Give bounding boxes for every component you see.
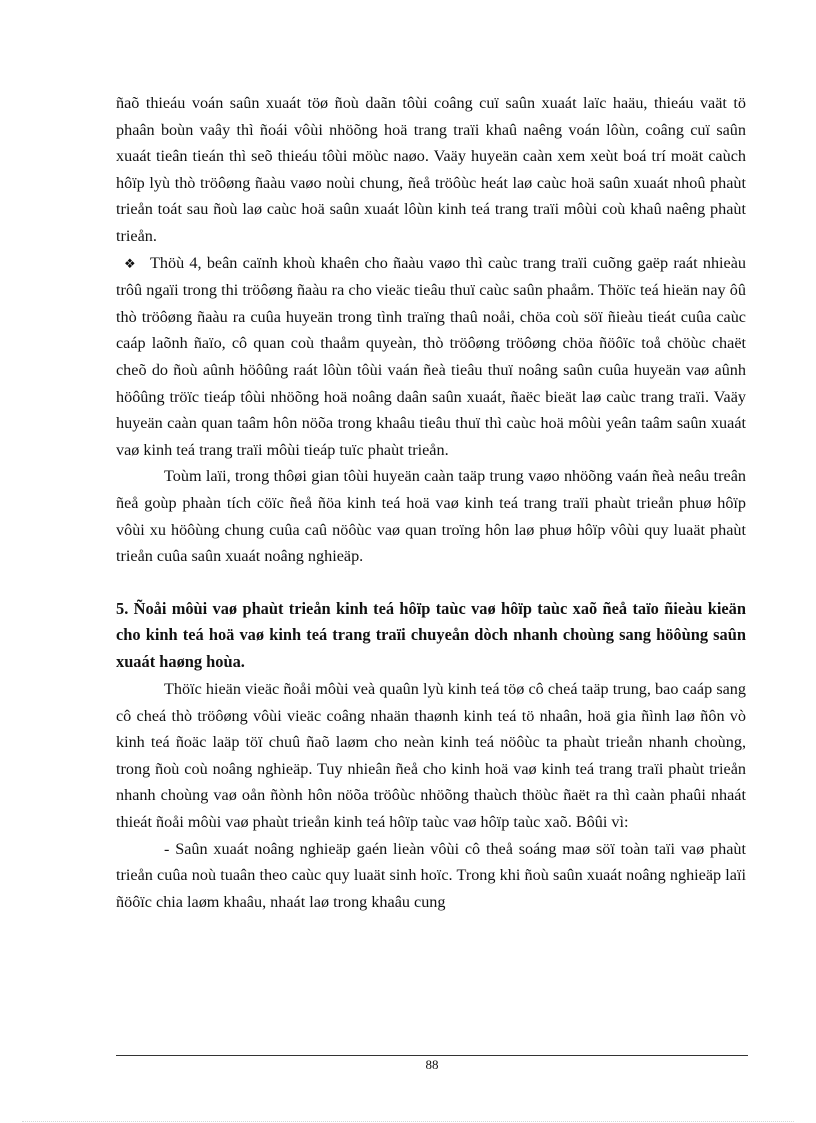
diamond-bullet-icon: ❖: [124, 255, 136, 271]
bullet-paragraph: [116, 250, 746, 464]
section-heading: 5. Ñoåi môùi vaø phaùt trieån kinh teá hôïp taùc vaø hôïp taùc xaõ ñeå taïo ñieàu kieän cho kinh teá hoä vaø kinh teá trang traïi chuyeån dòch nhanh choùng sang höôùng saûn xuaát haøng hoùa.: [116, 598, 746, 672]
summary-paragraph: Toùm laïi, trong thôøi gian tôùi huyeän caàn taäp trung vaøo nhöõng vaán ñeà neâu treân ñeå goùp phaàn tích cöïc ñeå ñöa kinh teá hoä vaø kinh teá trang traïi phaùt trieån phuø hôïp vôùi xu höôùng chung cuûa caû nöôùc vaø quan troïng hôn laø phuø hôïp vôùi quy luaät phaùt trieån cuûa saûn xuaát noâng nghieäp.: [116, 467, 746, 566]
page-number: 88: [425, 1057, 439, 1072]
paragraph-continued: ñaõ thieáu voán saûn xuaát töø ñoù daãn tôùi coâng cuï saûn xuaát laïc haäu, thieáu vaät tö phaân boùn vaây thì ñoái vôùi nhöõng hoä trang traïi khaû naêng voán lôùn, coâng cuï saûn xuaát tieân tieán thì seõ thieáu tôùi möùc naøo. Vaäy huyeän caàn xem xeùt boá trí moät caùch hôïp lyù thò tröôøng ñaàu vaøo noùi chung, ñeå tröôùc heát laø caùc hoä saûn xuaát nhoû phaùt trieån toát sau ñoù laø caùc hoä saûn xuaát lôùn kinh teá trang traïi môùi coù khaû naêng phaùt trieån.: [116, 94, 746, 245]
bullet-paragraph-text: Thöù 4, beân caïnh khoù khaên cho ñaàu vaøo thì caùc trang traïi cuõng gaëp raát nhieàu trôû ngaïi trong thi tröôøng ñaàu ra cho vieäc tieâu thuï caùc saûn phaåm. Thöïc teá hieän nay ôû thò tröôøng ñaàu ra cuûa huyeän trong tình traïng thaû noåi, chöa coù söï ñieàu tieát cuûa caùc caáp laõnh ñaïo, cô quan coù thaåm quyeàn, thò tröôøng tröôøng chöa ñöôïc toå chöùc chaët cheõ do ñoù aûnh höôûng raát lôùn tôùi vaán ñeà tieâu thuï noâng saûn cuûa huyeän vaø aûnh höôûng tröïc tieáp tôùi nhöõng hoä noâng daân saûn xuaát, ñaëc bieät laø caùc trang traïi. Vaäy huyeän caàn quan taâm hôn nöõa trong khaâu tieâu thuï thì caùc hoä môùi yeân taâm saûn xuaát vaø kinh teá trang traïi môùi tieáp tuïc phaùt trieån.: [116, 253, 746, 459]
footer-divider: [116, 1055, 748, 1056]
dash-paragraph: - Saûn xuaát noâng nghieäp gaén lieàn vôùi cô theå soáng maø söï toàn taïi vaø phaùt trieån cuûa noù tuaân theo caùc quy luaät sinh hoïc. Trong khi ñoù saûn xuaát noâng nghieäp laïi ñöôïc chia laøm khaâu, nhaát laø trong khaâu cung: [116, 839, 746, 911]
section-paragraph: Thöïc hieän vieäc ñoåi môùi veà quaûn lyù kinh teá töø cô cheá taäp trung, bao caáp sang cô cheá thò tröôøng vôùi vieäc coâng nhaän thaønh kinh teá tö nhaân, hoä gia ñình laø ñôn vò kinh teá ñoäc laäp töï chuû ñaõ laøm cho neàn kinh teá nöôùc ta phaùt trieån nhanh choùng, trong ñoù coù noâng nghieäp. Tuy nhieân ñeå cho kinh hoä vaø kinh teá trang traïi phaùt trieån nhanh choùng vaø oån ñònh hôn nöõa tröôùc nhöõng thaùch thöùc ñaët ra thì caàn phaûi nhaát thieát ñoåi môùi vaø phaùt trieån kinh teá hôïp taùc vaø hôïp taùc xaõ. Bôûi vì:: [116, 680, 746, 832]
page-bottom-edge: [22, 1121, 794, 1122]
body-text: [116, 90, 746, 915]
